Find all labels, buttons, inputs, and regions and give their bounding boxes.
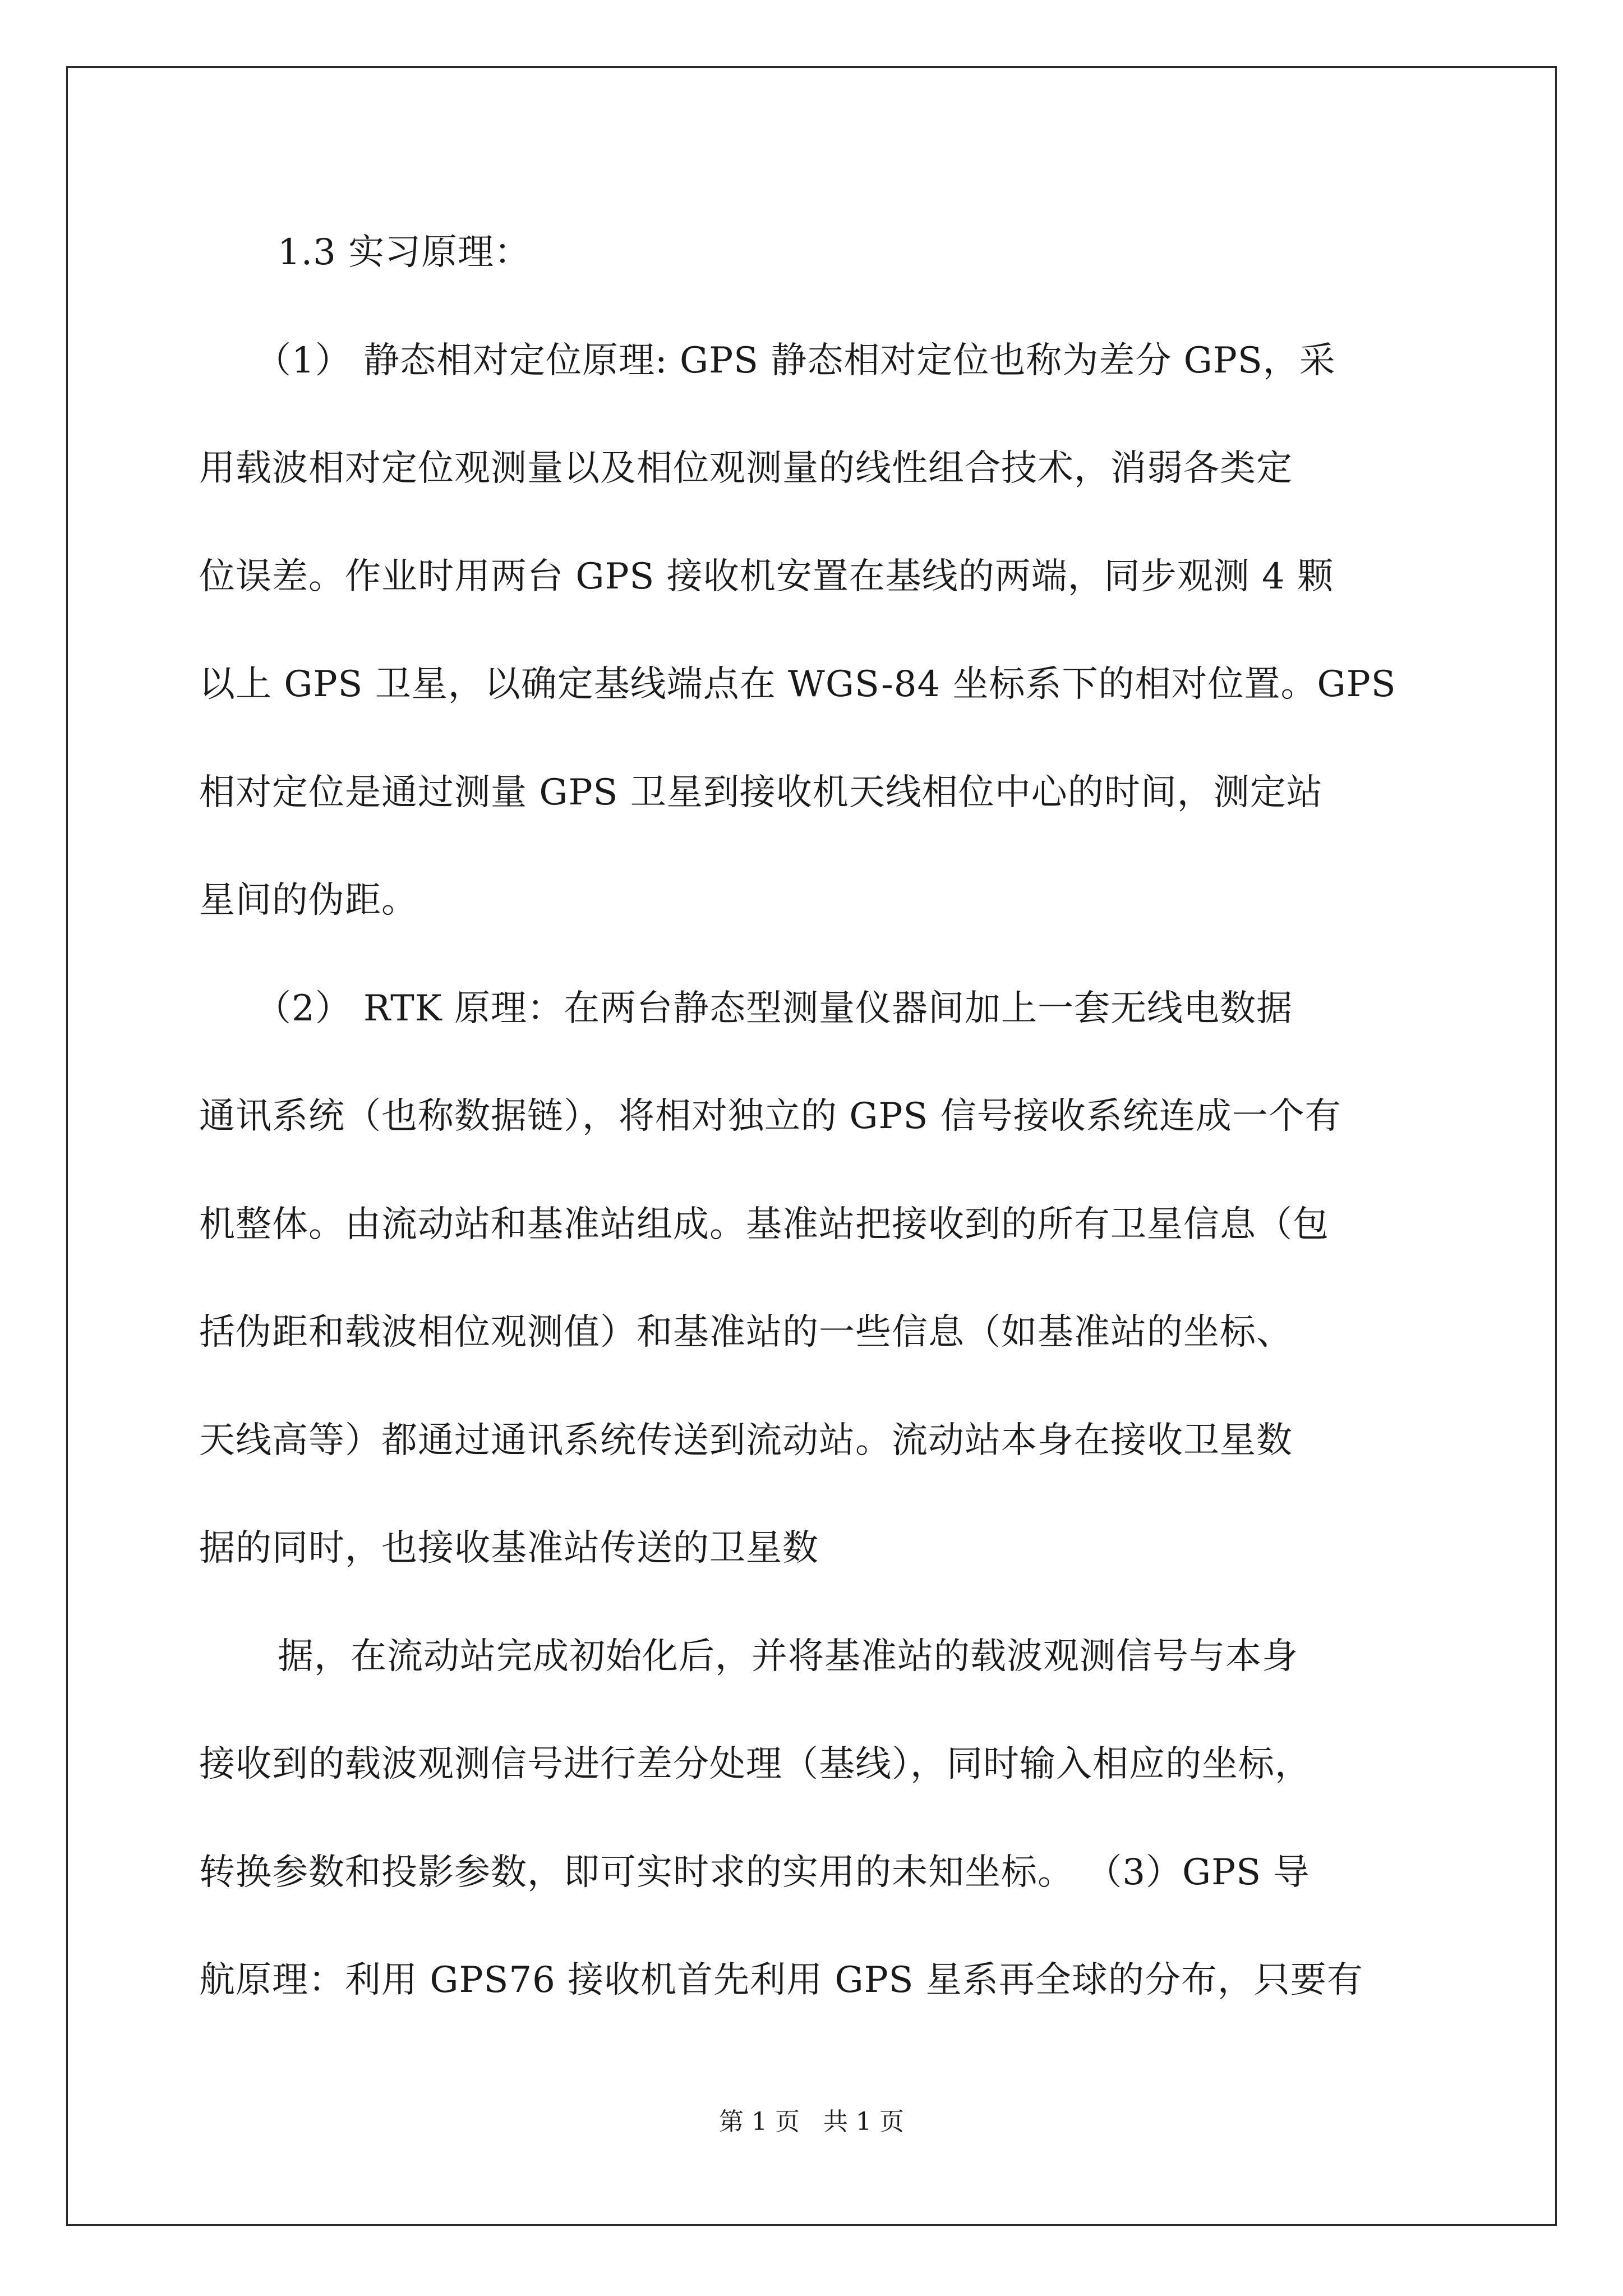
paragraph-line: 机整体。由流动站和基准站组成。基准站把接收到的所有卫星信息（包 <box>199 1204 1329 1245</box>
paragraph-line: 航原理：利用 GPS76 接收机首先利用 GPS 星系再全球的分布，只要有 <box>199 1959 1363 2001</box>
paragraph-line: 通讯系统（也称数据链），将相对独立的 GPS 信号接收系统连成一个有 <box>199 1096 1341 1137</box>
paragraph-line: 星间的伪距。 <box>199 880 418 921</box>
section-heading: 1.3 实习原理： <box>278 232 531 273</box>
paragraph-line: 据，在流动站完成初始化后，并将基准站的载波观测信号与本身 <box>278 1636 1298 1677</box>
paragraph-line: 据的同时，也接收基准站传送的卫星数 <box>199 1527 819 1569</box>
paragraph-line: （2） RTK 原理：在两台静态型测量仪器间加上一套无线电数据 <box>255 988 1293 1029</box>
paragraph-line: 以上 GPS 卫星，以确定基线端点在 WGS-84 坐标系下的相对位置。GPS <box>199 664 1396 705</box>
paragraph-line: 接收到的载波观测信号进行差分处理（基线），同时输入相应的坐标， <box>199 1743 1311 1785</box>
paragraph-line: 转换参数和投影参数，即可实时求的实用的未知坐标。 （3）GPS 导 <box>199 1852 1310 1893</box>
paragraph-line: 相对定位是通过测量 GPS 卫星到接收机天线相位中心的时间，测定站 <box>199 772 1323 813</box>
paragraph-line: 用载波相对定位观测量以及相位观测量的线性组合技术，消弱各类定 <box>199 448 1293 489</box>
paragraph-line: 天线高等）都通过通讯系统传送到流动站。流动站本身在接收卫星数 <box>199 1420 1293 1461</box>
page-number-footer: 第 1 页 共 1 页 <box>719 2108 904 2136</box>
paragraph-line: 位误差。作业时用两台 GPS 接收机安置在基线的两端，同步观测 4 颗 <box>199 556 1334 597</box>
paragraph-line: （1） 静态相对定位原理: GPS 静态相对定位也称为差分 GPS，采 <box>255 340 1336 381</box>
page-border <box>66 66 1557 2226</box>
paragraph-line: 括伪距和载波相位观测值）和基准站的一些信息（如基准站的坐标、 <box>199 1312 1293 1353</box>
